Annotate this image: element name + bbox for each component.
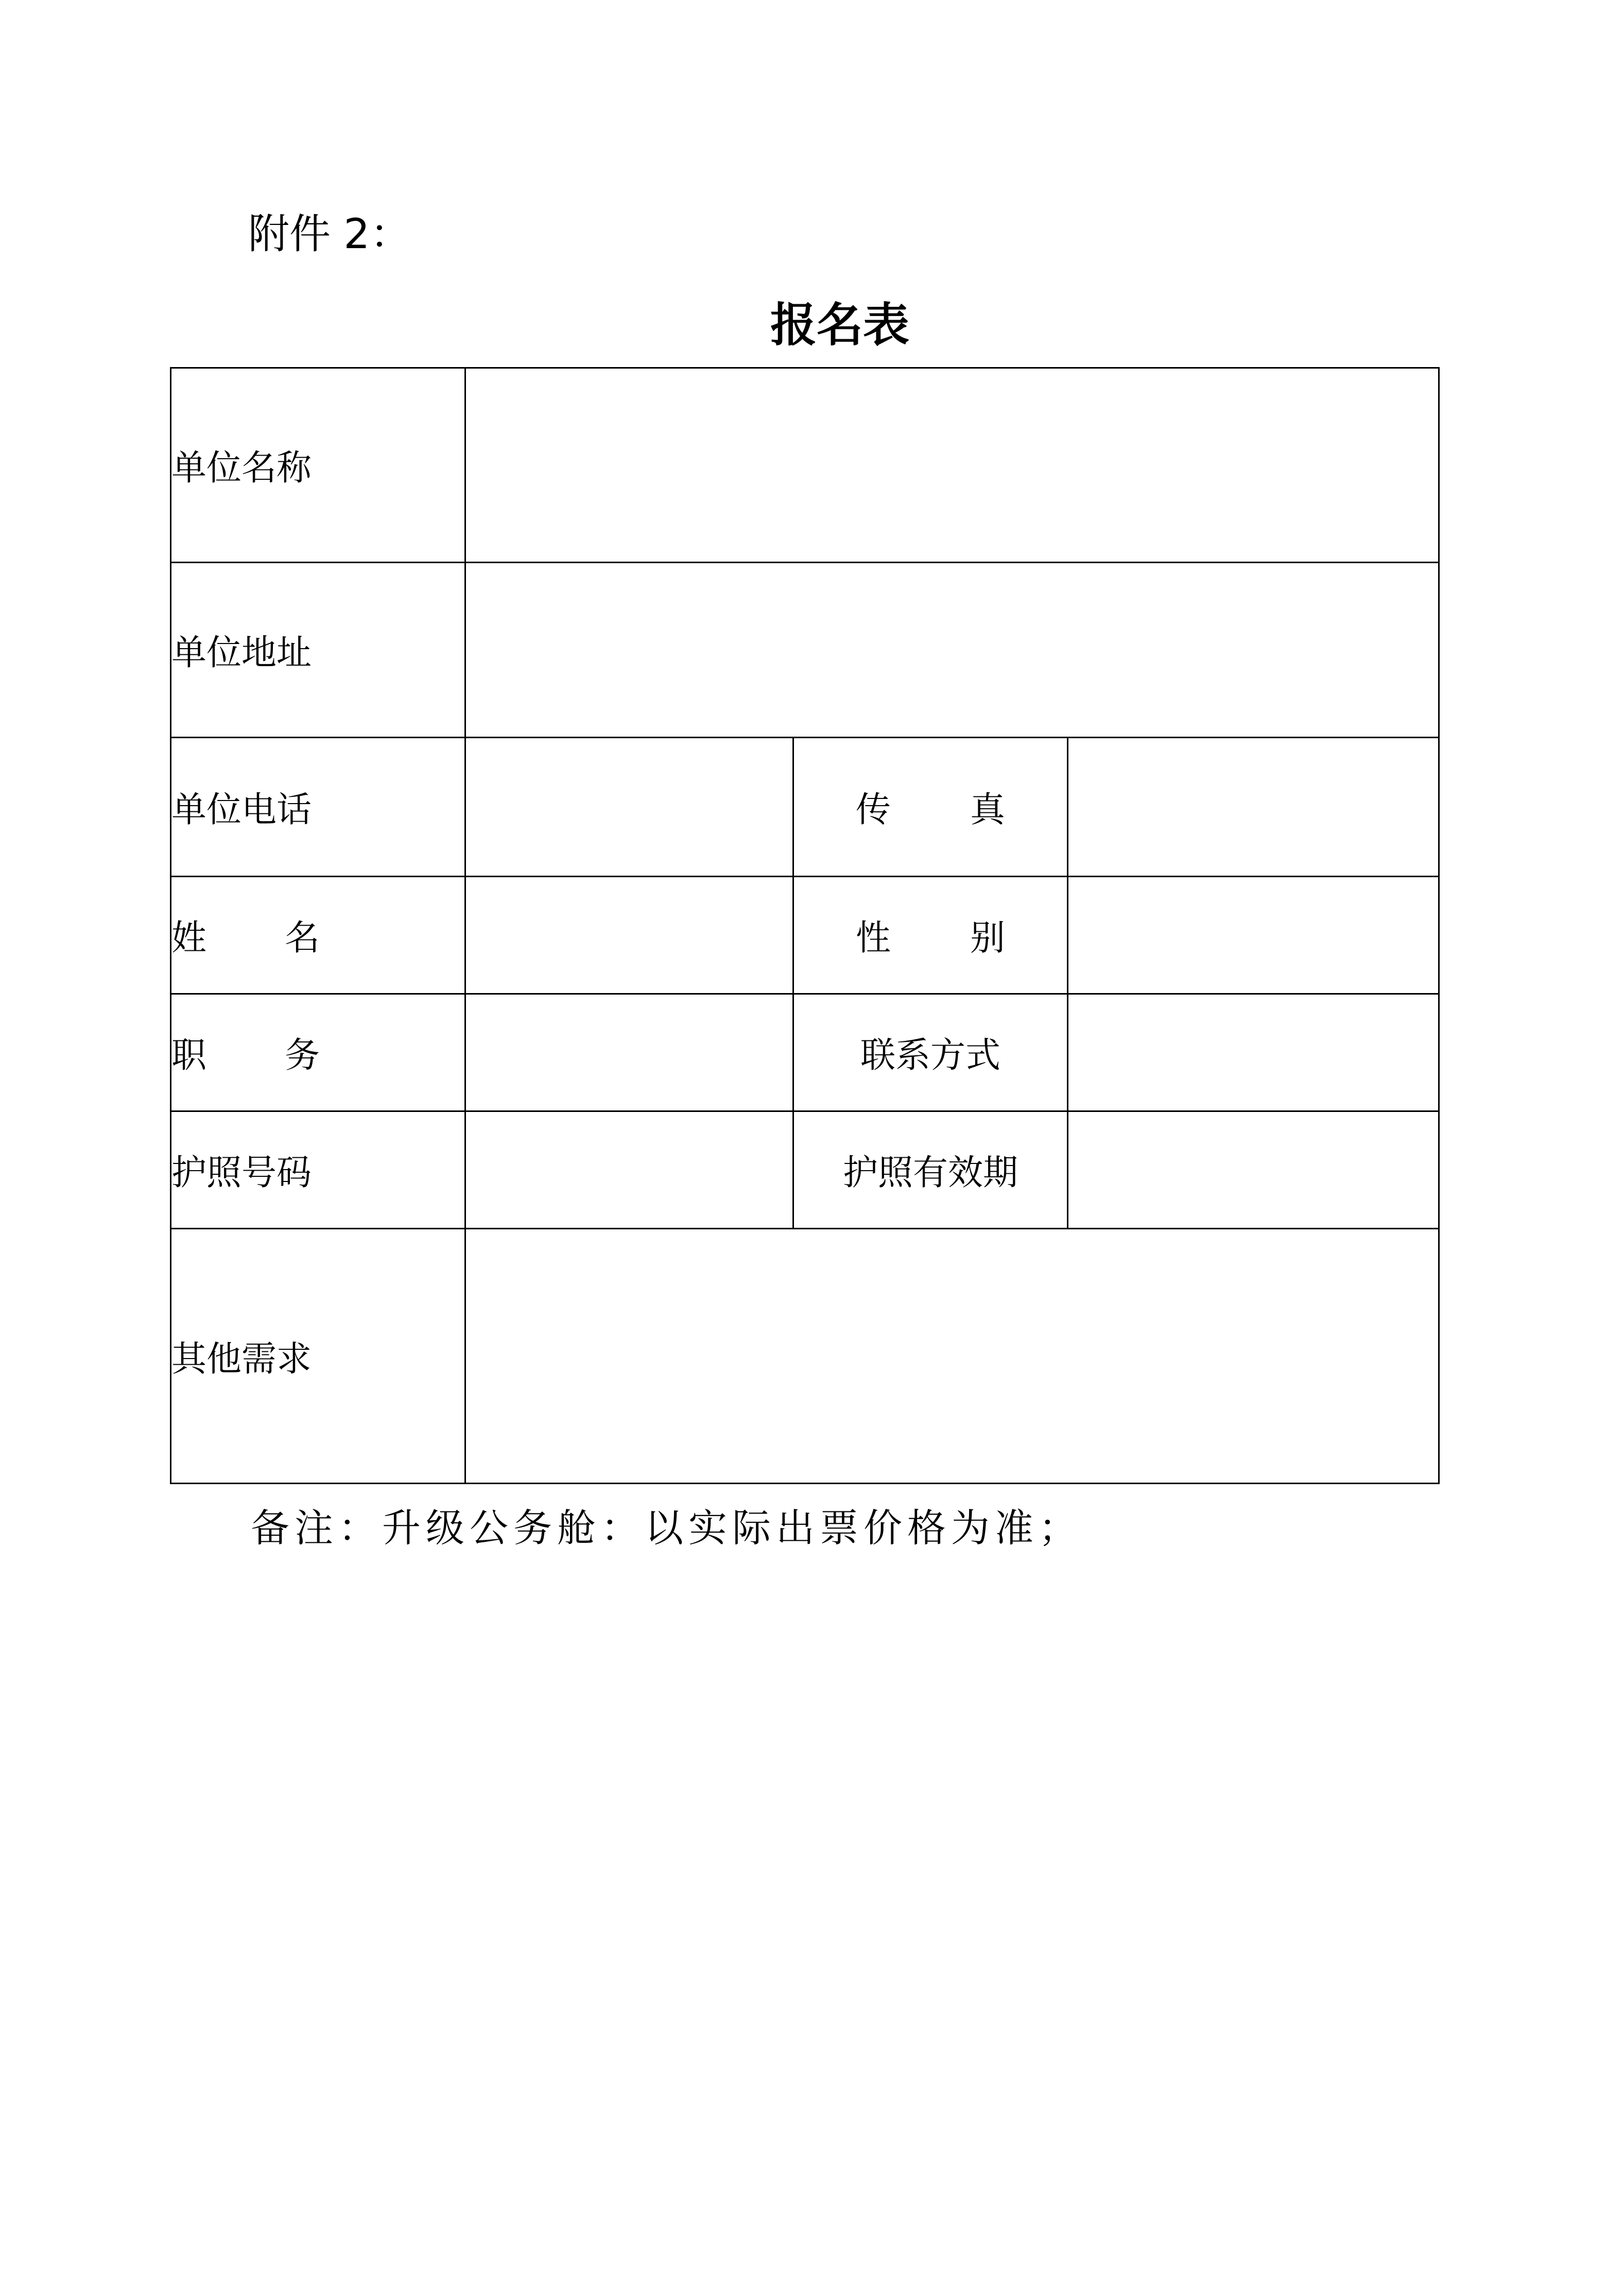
position-label [171, 994, 465, 1111]
other-needs-label: 其他需求 [171, 1229, 465, 1484]
table-row [171, 368, 1439, 563]
unit-phone-label: 单位电话 [171, 738, 465, 877]
position-label-text: 职 务 [171, 1035, 320, 1076]
table-row [171, 994, 1439, 1111]
position-field[interactable] [465, 994, 793, 1111]
contact-field[interactable] [1068, 994, 1439, 1111]
passport-validity-label: 护照有效期 [793, 1111, 1068, 1229]
name-field[interactable] [465, 877, 793, 994]
passport-validity-field[interactable] [1068, 1111, 1439, 1229]
unit-name-field[interactable] [465, 368, 1439, 563]
passport-number-label: 护照号码 [171, 1111, 465, 1229]
gender-label-text: 性 别 [856, 918, 1005, 959]
table-row [171, 563, 1439, 738]
registration-form-table [170, 367, 1440, 1484]
unit-address-label: 单位地址 [171, 563, 465, 738]
remark-note: 备注：升级公务舱：以实际出票价格为准； [251, 1505, 1083, 1551]
fax-field[interactable] [1068, 738, 1439, 877]
table-row [171, 877, 1439, 994]
passport-number-field[interactable] [465, 1111, 793, 1229]
other-needs-field[interactable] [465, 1229, 1439, 1484]
fax-label-text: 传 真 [856, 790, 1005, 830]
unit-name-label: 单位名称 [171, 368, 465, 563]
gender-field[interactable] [1068, 877, 1439, 994]
unit-phone-field[interactable] [465, 738, 793, 877]
table-row [171, 1111, 1439, 1229]
unit-address-field[interactable] [465, 563, 1439, 738]
name-label [171, 877, 465, 994]
name-label-text: 姓 名 [171, 918, 320, 959]
contact-label: 联系方式 [793, 994, 1068, 1111]
gender-label [793, 877, 1068, 994]
fax-label [793, 738, 1068, 877]
attachment-label: 附件 2： [248, 210, 411, 258]
table-row [171, 738, 1439, 877]
table-row [171, 1229, 1439, 1484]
form-title: 报名表 [770, 298, 909, 352]
